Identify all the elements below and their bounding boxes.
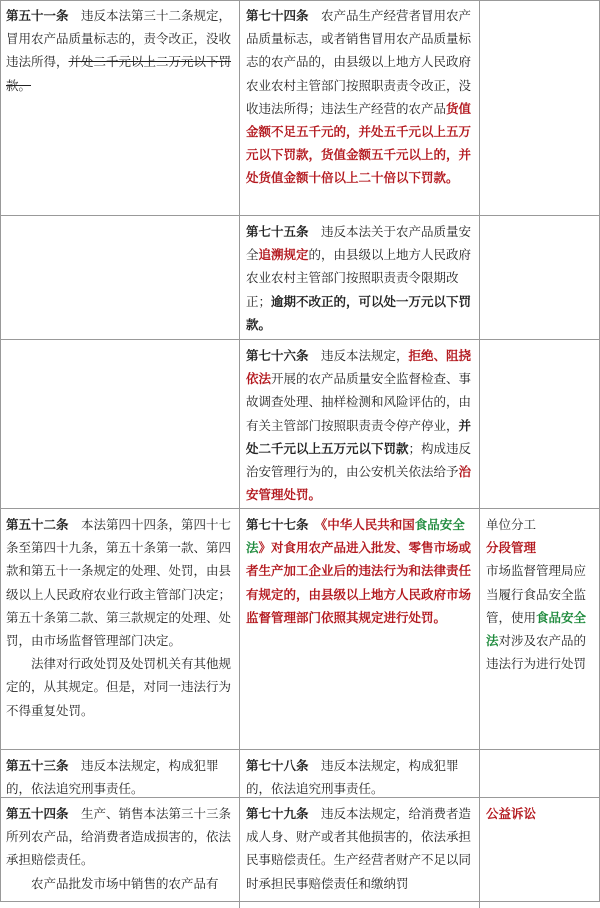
article-number: 第七十九条 bbox=[246, 806, 309, 821]
article-text: 违反本法规定，构成犯罪的，依法追究刑事责任。 bbox=[246, 758, 459, 797]
article-number: 第五十二条 bbox=[6, 517, 69, 532]
note-text: 市场监督管理局应当履行食品安全监管，使用 bbox=[486, 563, 587, 625]
green-highlight-text: 食品安全法 bbox=[486, 609, 587, 649]
highlight-text: 货值金额不足五千元的，并处五千元以上五万元以下罚款，货值金额五千元以上的，并处货值金额十倍以上二十倍以下罚款。 bbox=[246, 100, 472, 186]
deleted-text: 并处二千元以上二万元以下罚款。 bbox=[6, 54, 232, 93]
note-cell bbox=[480, 750, 600, 797]
article-text: 农产品生产经营者冒用农产品质量标志，或者销售冒用农产品质量标志的农产品的，由县级以上地方人民政府农业农村主管部门按照职责责令改正，没收违法所得；违法生产经营的农产品 bbox=[246, 8, 472, 116]
highlight-text: 《中华人民共和国 bbox=[308, 517, 415, 532]
article-text: 本法第四十四条，第四十七条至第四十九条，第五十条第一款、第四款和第五十一条规定的处理、处罚，由县级以上人民政府农业行政主管部门决定；第五十条第二款、第三款规定的处理、处罚，由市场监督管理部门决定。 bbox=[6, 517, 232, 649]
article-number: 第五十一条 bbox=[6, 8, 69, 23]
article-number: 第七十六条 bbox=[246, 348, 309, 363]
old-law-cell bbox=[0, 750, 240, 797]
article-text: 违反本法规定， bbox=[308, 348, 409, 363]
article-number: 第七十五条 bbox=[246, 224, 309, 239]
note-highlight: 公益诉讼 bbox=[486, 806, 537, 821]
new-law-cell bbox=[240, 340, 480, 508]
bold-text: 并处二千元以上五万元以下罚款 bbox=[246, 417, 472, 456]
table-row bbox=[0, 340, 600, 509]
article-number: 第七十八条 bbox=[246, 758, 309, 773]
new-law-cell bbox=[240, 0, 480, 215]
old-law-cell bbox=[0, 798, 240, 908]
highlight-text: 追溯规定 bbox=[258, 247, 309, 263]
old-law-cell bbox=[0, 340, 240, 508]
highlight-text: 》对食用农产品进入批发、零售市场或者生产加工企业后的违法行为和法律责任有规定的，由县级以上地方人民政府市场监督管理部门依照其规定进行处罚。 bbox=[246, 540, 472, 625]
green-highlight-text: 食品安全法 bbox=[246, 517, 465, 556]
article-text: ；构成违反治安管理行为的，由公安机关依法给予 bbox=[246, 440, 472, 480]
article-text: 开展的农产品质量安全监督检查、事故调查处理、抽样检测和风险评估的，由有关主管部门按照职责责令停产停业， bbox=[246, 371, 472, 433]
article-text: 违反本法第三十二条规定，冒用农产品质量标志的，责令改正，没收违法所得， bbox=[6, 8, 232, 70]
article-number: 第七十四条 bbox=[246, 8, 309, 23]
note-cell bbox=[480, 0, 600, 215]
note-heading: 单位分工 bbox=[486, 517, 537, 532]
table-row bbox=[0, 216, 600, 340]
note-cell bbox=[480, 216, 600, 339]
article-text: 违反本法规定，给消费者造成人身、财产或者其他损害的，依法承担民事赔偿责任。生产经营者财产不足以同时承担民事赔偿责任和缴纳罚 bbox=[246, 806, 472, 891]
article-paragraph: 农产品批发市场中销售的农产品有 bbox=[31, 875, 219, 891]
note-highlight: 分段管理 bbox=[486, 540, 537, 556]
note-cell bbox=[480, 798, 600, 908]
article-number: 第五十三条 bbox=[6, 758, 69, 773]
old-law-cell bbox=[0, 216, 240, 339]
old-law-cell bbox=[0, 509, 240, 749]
article-number: 第五十四条 bbox=[6, 806, 69, 821]
new-law-cell bbox=[240, 509, 480, 749]
article-text: 的，由县级以上地方人民政府农业农村主管部门按照职责责令限期改正； bbox=[246, 247, 472, 309]
bold-text: 逾期不改正的，可以处一万元以下罚款。 bbox=[246, 293, 472, 332]
article-paragraph: 法律对行政处罚及处罚机关有其他规定的，从其规定。但是，对同一违法行为不得重复处罚。 bbox=[6, 656, 232, 718]
table-row bbox=[0, 798, 600, 908]
old-law-cell bbox=[0, 0, 240, 215]
article-text: 违反本法关于农产品质量安全 bbox=[246, 224, 472, 263]
new-law-cell bbox=[240, 798, 480, 908]
article-text: 生产、销售本法第三十三条所列农产品，给消费者造成损害的，依法承担赔偿责任。 bbox=[6, 806, 232, 868]
table-row bbox=[0, 750, 600, 798]
table-row bbox=[0, 0, 600, 216]
table-row bbox=[0, 509, 600, 750]
note-cell bbox=[480, 340, 600, 508]
highlight-text: 拒绝、阻挠依法 bbox=[246, 348, 472, 387]
new-law-cell bbox=[240, 216, 480, 339]
article-number: 第七十七条 bbox=[246, 517, 309, 532]
new-law-cell bbox=[240, 750, 480, 797]
article-text: 违反本法规定，构成犯罪的，依法追究刑事责任。 bbox=[6, 758, 219, 797]
note-cell bbox=[480, 509, 600, 749]
highlight-text: 治安管理处罚。 bbox=[246, 464, 472, 503]
note-text: 对涉及农产品的违法行为进行处罚 bbox=[486, 633, 587, 672]
